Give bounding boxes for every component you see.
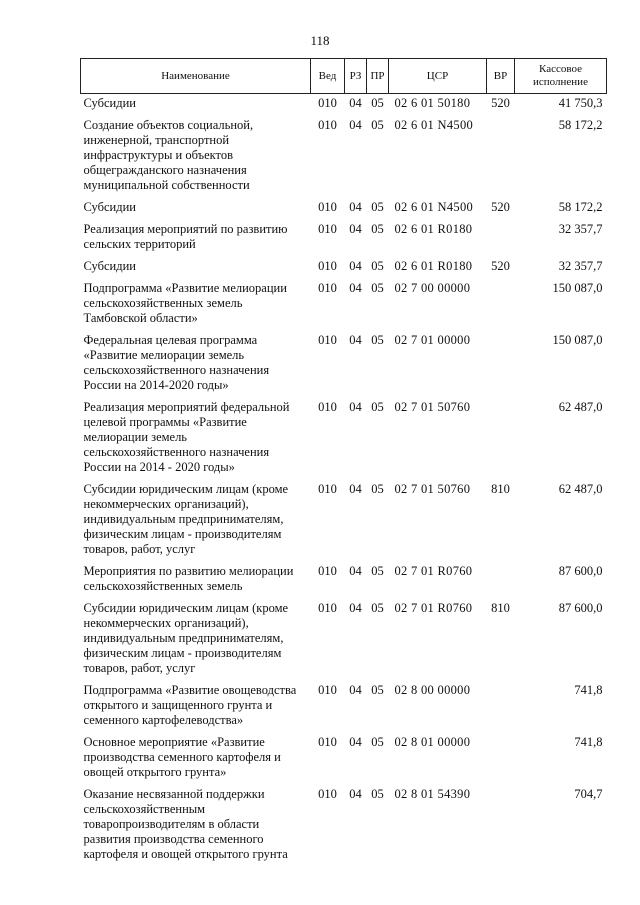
row-amount: 741,8 <box>574 735 603 749</box>
row-name: Реализация мероприятий по развитию сельских территорий <box>83 222 288 251</box>
row-name: Оказание несвязанной поддержки сельскохозяйственным товаропроизводителям в области развития производства семенного картофеля и овощей открытого грунта <box>83 787 288 861</box>
table-row <box>81 785 607 867</box>
row-amount: 62 487,0 <box>558 400 603 414</box>
row-csr: 02 8 01 00000 <box>394 735 471 749</box>
row-name: Субсидии <box>83 259 136 273</box>
table-header-row <box>81 59 607 94</box>
table-row <box>81 398 607 480</box>
row-rz: 04 <box>349 787 362 801</box>
row-vr: 810 <box>491 482 510 496</box>
row-rz: 04 <box>349 564 362 578</box>
row-amount: 704,7 <box>574 787 603 801</box>
row-name: Субсидии <box>83 200 136 214</box>
row-csr: 02 7 01 00000 <box>394 333 471 347</box>
row-amount: 58 172,2 <box>558 200 603 214</box>
row-csr: 02 8 00 00000 <box>394 683 471 697</box>
row-csr: 02 8 01 54390 <box>394 787 471 801</box>
row-amount: 87 600,0 <box>558 564 603 578</box>
row-csr: 02 6 01 R0180 <box>394 222 473 236</box>
row-rz: 04 <box>349 400 362 414</box>
row-amount: 87 600,0 <box>558 601 603 615</box>
row-csr: 02 6 01 N4500 <box>394 200 474 214</box>
table-row <box>81 279 607 331</box>
row-amount: 150 087,0 <box>552 333 603 347</box>
row-vr <box>487 279 515 331</box>
table-row <box>81 331 607 398</box>
header-amount: Кассовое исполнение <box>515 59 607 94</box>
row-csr: 02 7 01 50760 <box>394 482 471 496</box>
row-vr: 520 <box>491 96 510 110</box>
row-vr <box>487 562 515 599</box>
row-rz: 04 <box>349 683 362 697</box>
row-amount: 150 087,0 <box>552 281 603 295</box>
row-ved: 010 <box>318 564 337 578</box>
row-pr: 05 <box>371 118 384 132</box>
row-vr: 520 <box>491 259 510 273</box>
row-name: Создание объектов социальной, инженерной, транспортной инфраструктуры и объектов общегражданского назначения муниципальной собственности <box>83 118 254 192</box>
row-pr: 05 <box>371 735 384 749</box>
row-csr: 02 6 01 R0180 <box>394 259 473 273</box>
row-vr <box>487 733 515 785</box>
table-row <box>81 681 607 733</box>
table-row <box>81 733 607 785</box>
row-name: Подпрограмма «Развитие мелиорации сельскохозяйственных земель Тамбовской области» <box>83 281 287 325</box>
row-name: Реализация мероприятий федеральной целевой программы «Развитие мелиорации земель сельскохозяйственного назначения России на 2014 - 2020 годы» <box>83 400 290 474</box>
row-name: Субсидии юридическим лицам (кроме некоммерческих организаций), индивидуальным предпринимателям, физическим лицам - производителям товаров, работ, услуг <box>83 482 289 556</box>
row-name: Мероприятия по развитию мелиорации сельскохозяйственных земель <box>83 564 294 593</box>
row-rz: 04 <box>349 281 362 295</box>
row-csr: 02 7 01 R0760 <box>394 601 473 615</box>
header-csr: ЦСР <box>389 59 487 94</box>
row-vr: 810 <box>491 601 510 615</box>
row-name: Субсидии <box>83 96 136 110</box>
row-pr: 05 <box>371 683 384 697</box>
row-pr: 05 <box>371 200 384 214</box>
table-row <box>81 94 607 117</box>
row-csr: 02 7 01 R0760 <box>394 564 473 578</box>
table-row <box>81 599 607 681</box>
row-pr: 05 <box>371 333 384 347</box>
row-vr: 520 <box>491 200 510 214</box>
row-amount: 741,8 <box>574 683 603 697</box>
table-row <box>81 116 607 198</box>
row-ved: 010 <box>318 118 337 132</box>
row-ved: 010 <box>318 281 337 295</box>
row-amount: 41 750,3 <box>558 96 603 110</box>
row-ved: 010 <box>318 601 337 615</box>
row-pr: 05 <box>371 564 384 578</box>
budget-table <box>80 58 607 867</box>
row-rz: 04 <box>349 333 362 347</box>
row-ved: 010 <box>318 333 337 347</box>
row-pr: 05 <box>371 222 384 236</box>
row-vr <box>487 681 515 733</box>
row-pr: 05 <box>371 96 384 110</box>
page-number: 118 <box>310 33 330 48</box>
row-vr <box>487 398 515 480</box>
table-row <box>81 257 607 279</box>
row-rz: 04 <box>349 601 362 615</box>
row-pr: 05 <box>371 400 384 414</box>
row-rz: 04 <box>349 118 362 132</box>
table-body <box>81 94 607 868</box>
row-amount: 58 172,2 <box>558 118 603 132</box>
row-ved: 010 <box>318 683 337 697</box>
row-amount: 32 357,7 <box>558 259 603 273</box>
row-ved: 010 <box>318 735 337 749</box>
row-vr <box>487 331 515 398</box>
row-ved: 010 <box>318 787 337 801</box>
table-row <box>81 562 607 599</box>
row-vr <box>487 116 515 198</box>
row-csr: 02 6 01 N4500 <box>394 118 474 132</box>
table-row <box>81 198 607 220</box>
header-ved: Вед <box>311 59 345 94</box>
row-csr: 02 6 01 50180 <box>394 96 471 110</box>
header-vr: ВР <box>487 59 515 94</box>
row-pr: 05 <box>371 482 384 496</box>
row-rz: 04 <box>349 735 362 749</box>
row-vr <box>487 785 515 867</box>
table-row <box>81 480 607 562</box>
row-name: Федеральная целевая программа «Развитие мелиорации земель сельскохозяйственного назначения России на 2014-2020 годы» <box>83 333 270 392</box>
row-rz: 04 <box>349 482 362 496</box>
row-ved: 010 <box>318 96 337 110</box>
row-pr: 05 <box>371 281 384 295</box>
header-name: Наименование <box>81 59 311 94</box>
row-rz: 04 <box>349 200 362 214</box>
row-csr: 02 7 00 00000 <box>394 281 471 295</box>
row-name: Основное мероприятие «Развитие производства семенного картофеля и овощей открытого грунта» <box>83 735 281 779</box>
row-rz: 04 <box>349 96 362 110</box>
row-pr: 05 <box>371 259 384 273</box>
row-rz: 04 <box>349 259 362 273</box>
row-csr: 02 7 01 50760 <box>394 400 471 414</box>
row-name: Подпрограмма «Развитие овощеводства открытого и защищенного грунта и семенного картофелеводства» <box>83 683 297 727</box>
row-name: Субсидии юридическим лицам (кроме некоммерческих организаций), индивидуальным предпринимателям, физическим лицам - производителям товаров, работ, услуг <box>83 601 289 675</box>
row-ved: 010 <box>318 259 337 273</box>
row-ved: 010 <box>318 200 337 214</box>
row-amount: 32 357,7 <box>558 222 603 236</box>
header-pr: ПР <box>367 59 389 94</box>
header-rz: РЗ <box>345 59 367 94</box>
row-ved: 010 <box>318 400 337 414</box>
row-pr: 05 <box>371 787 384 801</box>
table-row <box>81 220 607 257</box>
row-ved: 010 <box>318 222 337 236</box>
row-vr <box>487 220 515 257</box>
row-ved: 010 <box>318 482 337 496</box>
row-pr: 05 <box>371 601 384 615</box>
row-amount: 62 487,0 <box>558 482 603 496</box>
row-rz: 04 <box>349 222 362 236</box>
